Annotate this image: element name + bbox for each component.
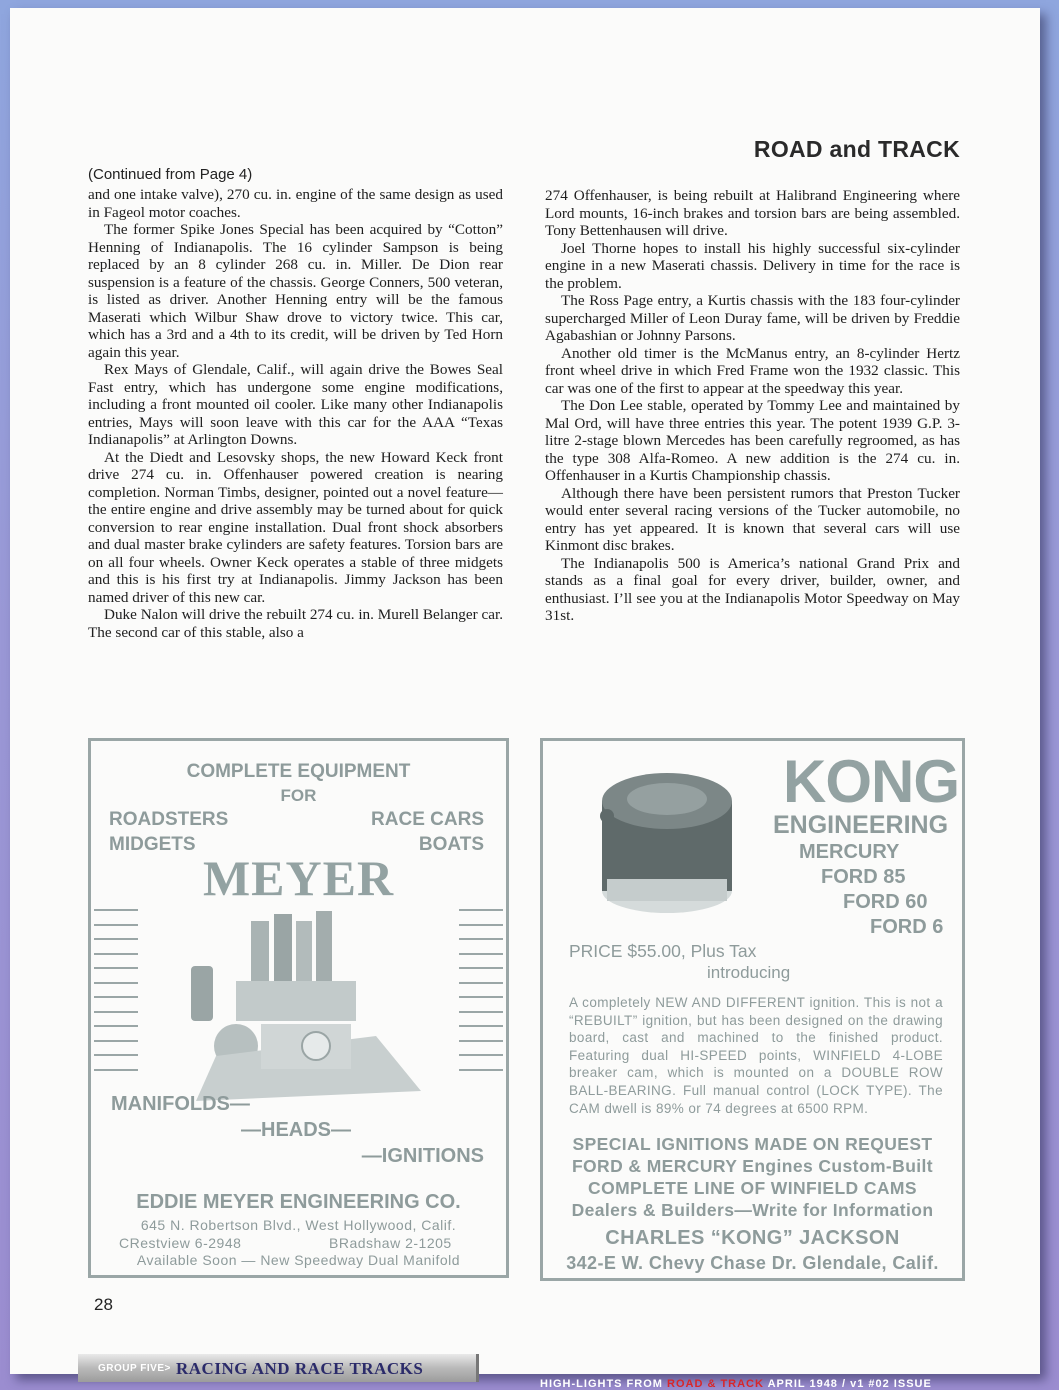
distributor-cap-illustration bbox=[587, 761, 747, 921]
ad-address: 645 N. Robertson Blvd., West Hollywood, Calif. bbox=[140, 1217, 457, 1233]
paragraph: Rex Mays of Glendale, Calif., will again drive the Bowes Seal Fast entry, which has undergone some engine modifications, including a front mounted oil cooler. Like many other Indianapolis entries, Mays will soon leave with this car for the AAA “Texas Indianapolis” at Arlington Downs. bbox=[88, 361, 503, 448]
kong-engineering: ENGINEERING bbox=[773, 811, 949, 839]
kong-ford-6: FORD 6 bbox=[870, 916, 944, 938]
paragraph: At the Diedt and Lesovsky shops, the new Howard Keck front drive 274 cu. in. Offenhauser powered creation is nearing completion. Norman Timbs, designer, pointed out a novel feature—the entire engine and drive assembly may be turned about for quick conversion to rear engine installation. Dual front shock absorbers and dual master brake cylinders are safety features. Torsion bars are on all four wheels. Owner Keck operates a stable of three midgets and this is his first try at Indianapolis. Jimmy Jackson has been named driver of this new car. bbox=[88, 448, 503, 606]
ad-roadsters: ROADSTERS bbox=[109, 809, 229, 830]
paragraph: Another old timer is the McManus entry, an 8-cylinder Hertz front wheel drive in which Fred Frame won the 1932 classic. This car was one of the first to appear at the speedway this year. bbox=[545, 344, 960, 397]
paragraph: 274 Offenhauser, is being rebuilt at Halibrand Engineering where Lord mounts, 16-inch brakes and torsion bars are being assembled. Tony Bettenhausen will drive. bbox=[545, 187, 960, 239]
banner-title: RACING AND RACE TRACKS bbox=[176, 1359, 424, 1378]
section-banner bbox=[78, 1354, 479, 1382]
kong-ford-85: FORD 85 bbox=[821, 866, 906, 888]
kong-introducing: introducing bbox=[707, 963, 791, 982]
kong-special-3: COMPLETE LINE OF WINFIELD CAMS bbox=[588, 1178, 917, 1198]
ad-midgets: MIDGETS bbox=[109, 834, 196, 855]
paragraph: The Ross Page entry, a Kurtis chassis with the 183 four-cylinder supercharged Miller of Leon Duray fame, will be driven by Freddie Agabashian or Johnny Parsons. bbox=[545, 292, 960, 344]
paragraph: The former Spike Jones Special has been acquired by “Cotton” Henning of Indianapolis. The 16 cylinder Sampson is being replaced by an 8 cylinder 268 cu. in. Miller. De Dion rear suspension is a feature of the chassis. George Conners, 500 veteran, is listed as driver. Another Henning entry will be the famous Maserati which Wilbur Shaw drove to victory twice. This car, which has a 3rd and a 4th to its credit, will be driven by Ted Horn again this year. bbox=[88, 221, 503, 361]
footer-issue: APRIL 1948 / v1 #02 ISSUE bbox=[763, 1378, 932, 1390]
ad-available-note: Available Soon — New Speedway Dual Manifold bbox=[136, 1252, 461, 1268]
meyer-logo: MEYER bbox=[202, 850, 395, 906]
paragraph: and one intake valve), 270 cu. in. engine of the same design as used in Fageol motor coaches. bbox=[88, 186, 503, 221]
page-header: ROAD and TRACK bbox=[753, 136, 960, 162]
kong-special-4: Dealers & Builders—Write for Information bbox=[571, 1200, 934, 1220]
continued-note: (Continued from Page 4) bbox=[88, 166, 253, 183]
paragraph: The Don Lee stable, operated by Tommy Lee and maintained by Mal Ord, will have three entries this year. The potent 1939 G.P. 3-litre 2-stage blown Mercedes has been carefully regroomed, as has the type 308 Alfa-Romeo. A new addition is the 274 cu. in. Offenhauser in a Kurtis Championship chassis. bbox=[545, 397, 960, 484]
ad-company-name: EDDIE MEYER ENGINEERING CO. bbox=[136, 1191, 461, 1213]
ad-headline: COMPLETE EQUIPMENT bbox=[186, 761, 411, 782]
kong-advertisement bbox=[540, 738, 965, 1281]
ad-phone-1: CRestview 6-2948 bbox=[119, 1235, 242, 1251]
ad-for: FOR bbox=[280, 786, 317, 805]
footer-prefix: HIGH-LIGHTS FROM bbox=[540, 1378, 667, 1390]
kong-logo: KONG bbox=[783, 748, 959, 815]
ad-phone-2: BRadshaw 2-1205 bbox=[329, 1235, 452, 1251]
decorative-lines-right bbox=[459, 909, 503, 1083]
ad-boats: BOATS bbox=[418, 834, 484, 855]
ad-race-cars: RACE CARS bbox=[371, 809, 484, 830]
page-number: 28 bbox=[94, 1295, 113, 1314]
kong-special-1: SPECIAL IGNITIONS MADE ON REQUEST bbox=[572, 1134, 933, 1154]
article-column-right bbox=[545, 187, 960, 625]
paragraph: Although there have been persistent rumors that Preston Tucker would enter several racing versions of the Tucker automobile, no entry has yet appeared. It is known that several cars will use Kinmont disc brakes. bbox=[545, 484, 960, 554]
paragraph: Duke Nalon will drive the rebuilt 274 cu. in. Murell Belanger car. The second car of this stable, also a bbox=[88, 606, 503, 641]
kong-ford-60: FORD 60 bbox=[843, 891, 928, 913]
kong-contact-name: CHARLES “KONG” JACKSON bbox=[605, 1227, 900, 1249]
magazine-page bbox=[10, 8, 1040, 1374]
footer-credit bbox=[540, 1378, 932, 1390]
kong-price: PRICE $55.00, Plus Tax bbox=[569, 941, 757, 961]
paragraph: The Indianapolis 500 is America’s national Grand Prix and stands as a final goal for every driver, builder, owner, and enthusiast. I’ll see you at the Indianapolis Motor Speedway on May 31st. bbox=[545, 554, 960, 624]
ad-ignitions: —IGNITIONS bbox=[361, 1145, 484, 1167]
banner-group-label: GROUP FIVE> bbox=[98, 1363, 171, 1374]
kong-description: A completely NEW AND DIFFERENT ignition. This is not a “REBUILT” ignition, but has been designed on the drawing board, cast and machined to the finished product. Featuring dual HI-SPEED points, WINFIELD 4-LOBE breaker cam, which is mounted on a DOUBLE ROW BALL-BEARING. Full manual control (LOCK TYPE). The CAM dwell is 89% or 74 degrees at 6500 RPM. bbox=[569, 995, 943, 1116]
kong-address: 342-E W. Chevy Chase Dr. Glendale, Calif. bbox=[566, 1253, 939, 1273]
paragraph: Joel Thorne hopes to install his highly successful six-cylinder engine in a new Maserati chassis. Delivery in time for the race is the problem. bbox=[545, 239, 960, 292]
ad-manifolds: MANIFOLDS— bbox=[111, 1093, 250, 1115]
meyer-advertisement bbox=[88, 738, 509, 1278]
kong-special-2: FORD & MERCURY Engines Custom-Built bbox=[571, 1156, 934, 1176]
kong-mercury: MERCURY bbox=[799, 841, 900, 863]
article-column-left bbox=[88, 186, 503, 641]
footer-brand: ROAD & TRACK bbox=[667, 1378, 764, 1390]
ad-heads: —HEADS— bbox=[241, 1119, 352, 1141]
decorative-lines-left bbox=[94, 909, 138, 1083]
engine-illustration bbox=[176, 906, 426, 1106]
